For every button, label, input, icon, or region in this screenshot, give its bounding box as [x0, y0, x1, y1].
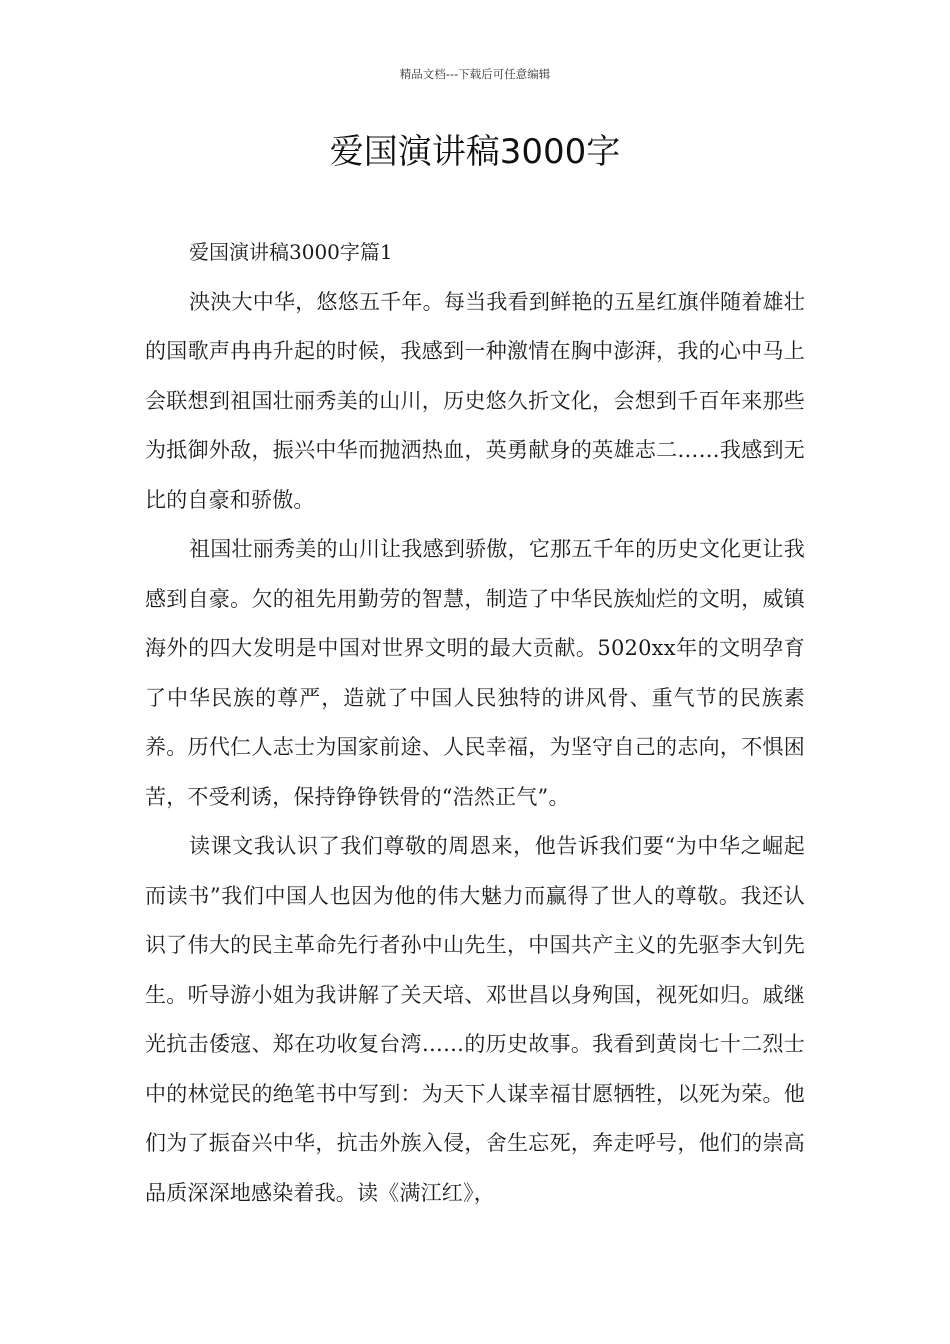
document-body [145, 228, 805, 1218]
section-heading: 爱国演讲稿3000字篇1 [189, 240, 393, 264]
paragraph-1: 泱泱大中华，悠悠五千年。每当我看到鲜艳的五星红旗伴随着雄壮的国歌声冉冉升起的时候，我感到一种激情在胸中澎湃，我的心中马上会联想到祖国壮丽秀美的山川，历史悠久折文化，会想到千百年来那些为抵御外敌，振兴中华而抛洒热血，英勇献身的英雄志二……我感到无比的自豪和骄傲。 [145, 289, 805, 512]
paragraph-3: 读课文我认识了我们尊敬的周恩来，他告诉我们要“为中华之崛起而读书”我们中国人也因为他的伟大魅力而赢得了世人的尊敬。我还认识了伟大的民主革命先行者孙中山先生，中国共产主义的先驱李大钊先生。听导游小姐为我讲解了关天培、邓世昌以身殉国，视死如归。戚继光抗击倭寇、郑在功收复台湾……的历史故事。我看到黄岗七十二烈士中的林觉民的绝笔书中写到：为天下人谋幸福甘愿牺牲，以死为荣。他们为了振奋兴中华，抗击外族入侵，舍生忘死，奔走呼号，他们的崇高品质深深地感染着我。读《满江红》， [145, 834, 805, 1205]
document-title: 爱国演讲稿3000字 [329, 132, 621, 172]
paragraph-2: 祖国壮丽秀美的山川让我感到骄傲，它那五千年的历史文化更让我感到自豪。欠的祖先用勤劳的智慧，制造了中华民族灿烂的文明，威镇海外的四大发明是中国对世界文明的最大贡献。5020xx年的文明孕育了中华民族的尊严，造就了中国人民独特的讲风骨、重气节的民族素养。历代仁人志士为国家前途、人民幸福，为坚守自己的志向，不惧困苦，不受利诱，保持铮铮铁骨的“浩然正气”。 [145, 537, 805, 809]
header-note: 精品文档---下载后可任意编辑 [399, 67, 551, 81]
